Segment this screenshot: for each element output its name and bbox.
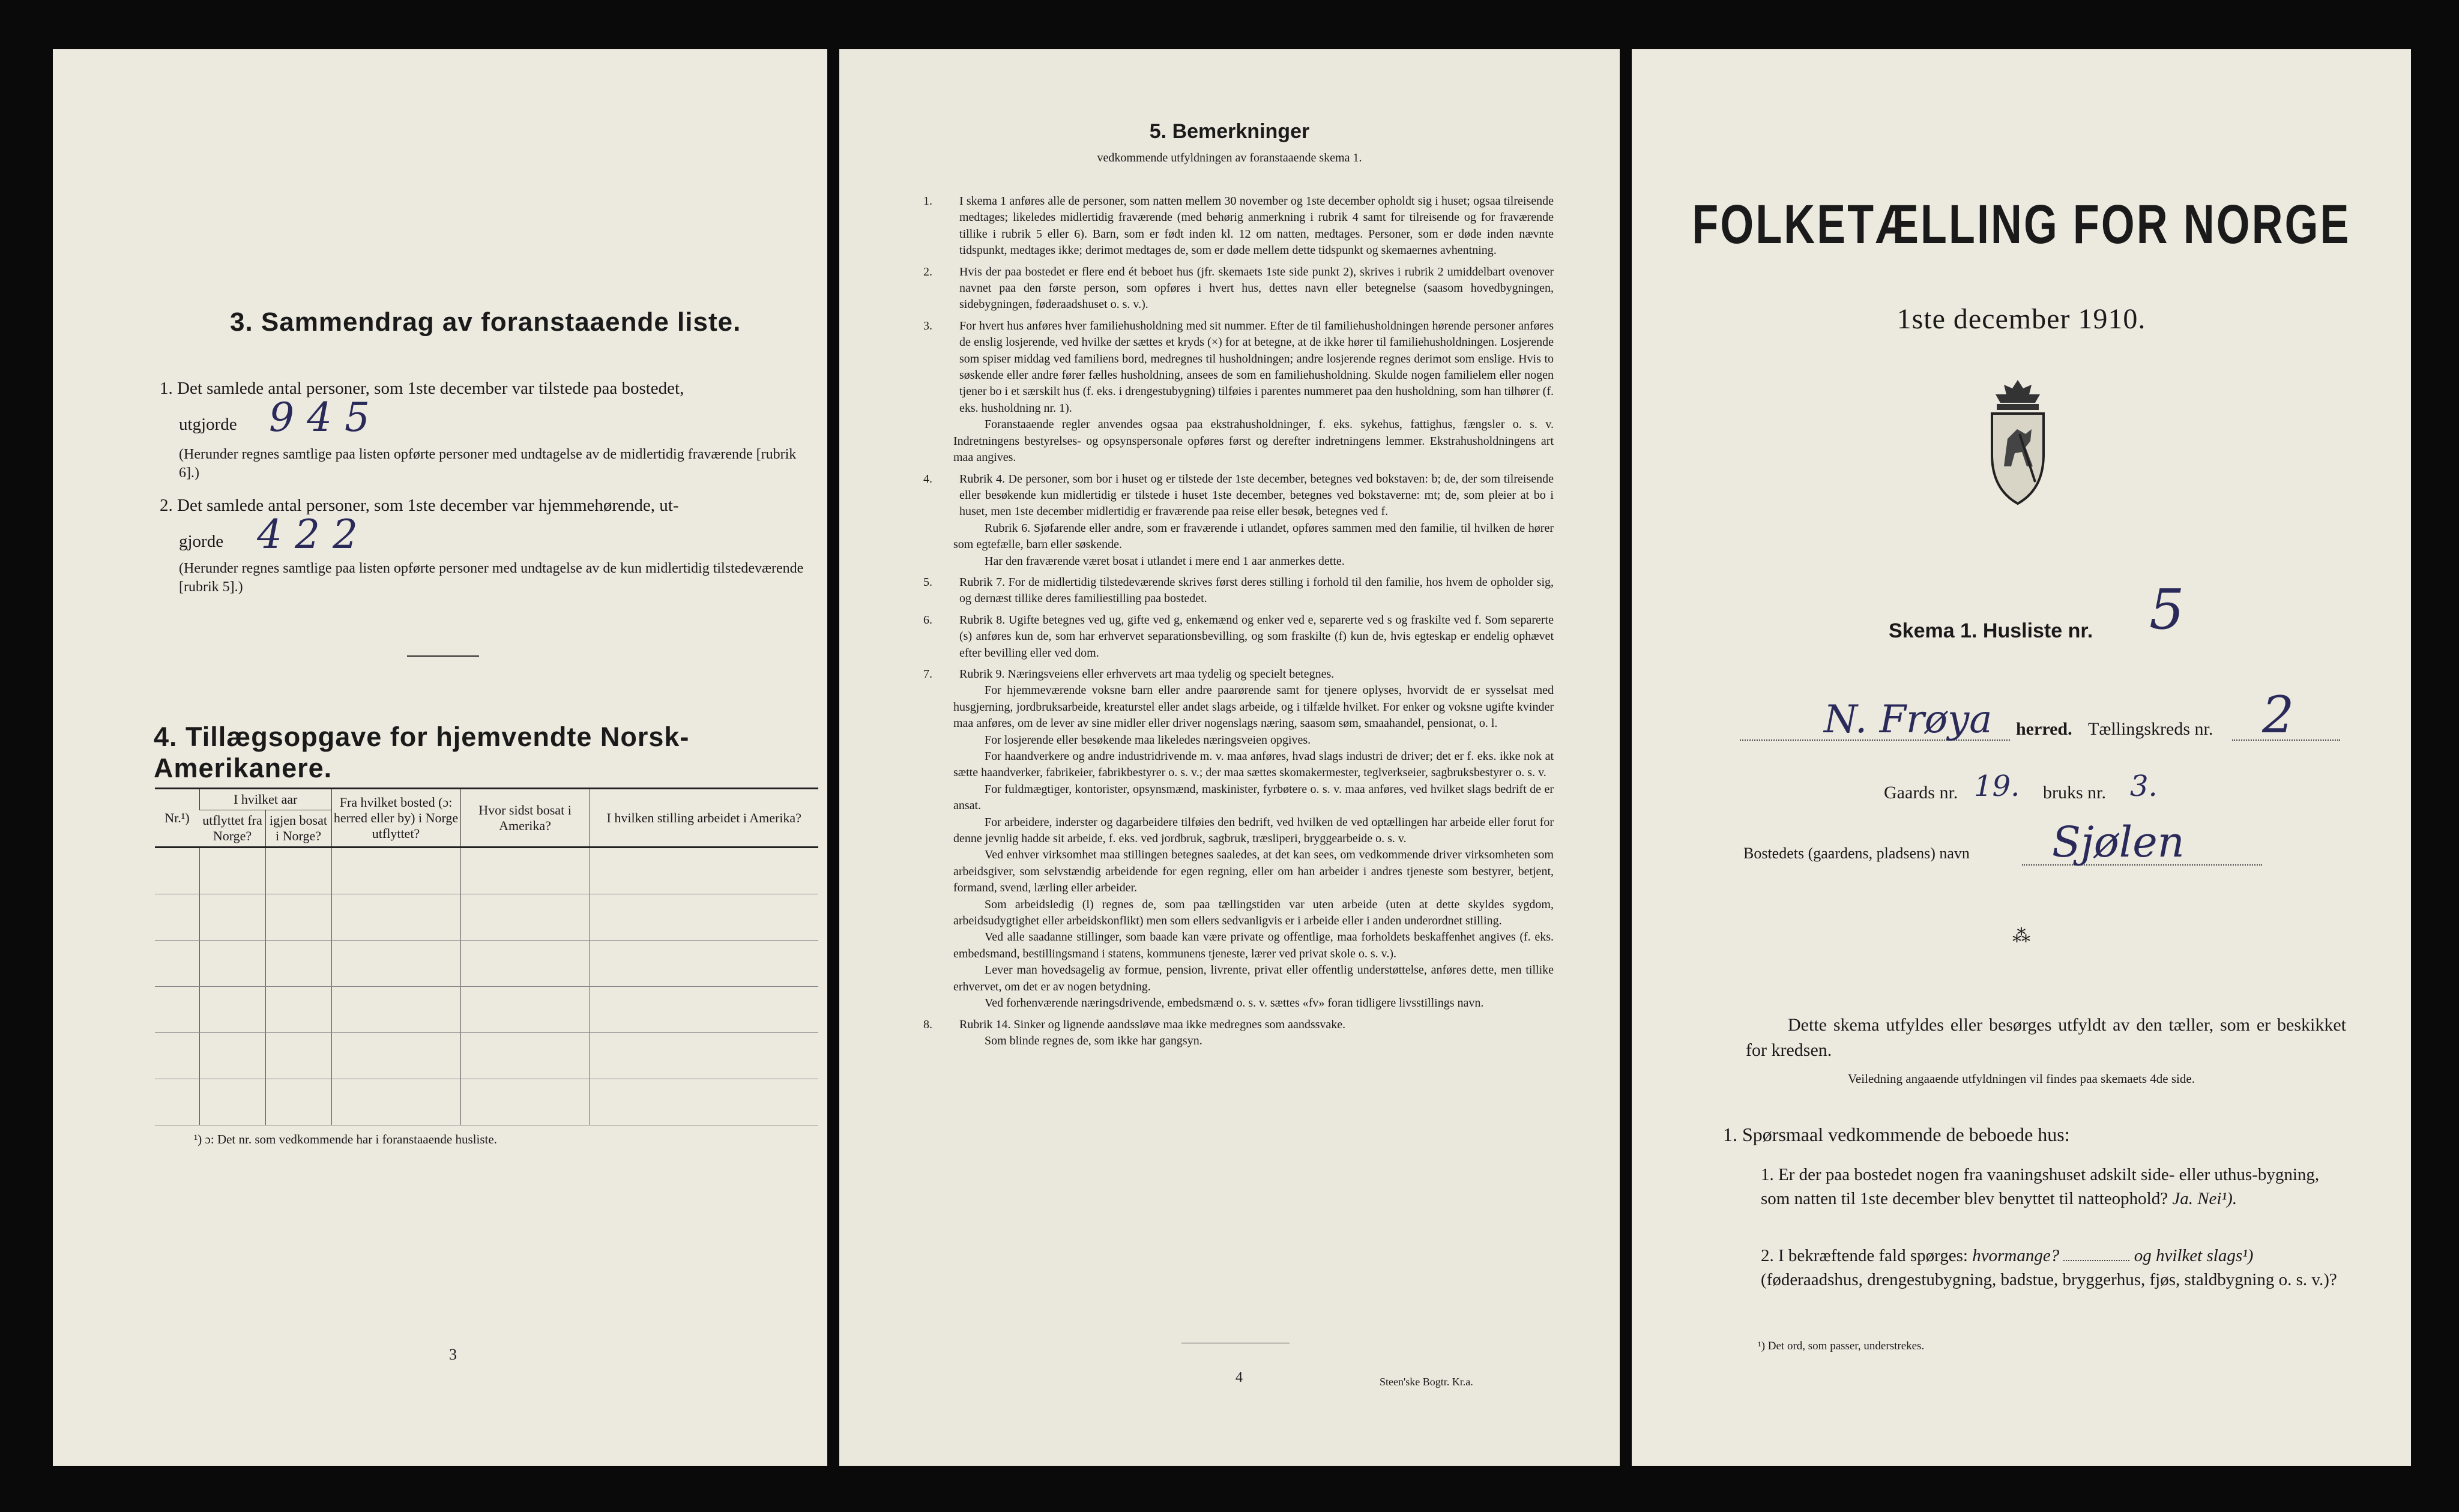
item-1-value: 9 4 5 [269, 394, 370, 441]
table-row [155, 1033, 818, 1079]
remark-number: 1. [923, 194, 932, 208]
remark-paragraph [923, 471, 1554, 520]
remark-paragraph [923, 1017, 1554, 1033]
remark-text: I skema 1 anføres alle de personer, som natten mellem 30 november og 1ste december opholdt sig i huset; ogsaa tilreisende medtages; likeledes midlertidig fraværende (med behørig anmerkning i rubrik 4 samt for tilreisende og for fraværende tillike i rubrik 5 eller 6). Barn, som er født inden kl. 12 om natten, medtages. Personer, som er døde inden nævnte tidspunkt, medtages ikke; derimot medtages de, som er døde mellem dette tidspunkt og skemaernes avhentning. [959, 194, 1554, 258]
remark-paragraph [923, 318, 1554, 417]
page-4 [839, 49, 1620, 1466]
remarks-title: 5. Bemerkninger [1149, 120, 1310, 143]
bruks-number: 3. [2130, 770, 2158, 803]
item-1-label: utgjorde [179, 415, 237, 434]
remark-number: 3. [923, 319, 932, 333]
question-1-1-text: 1. Er der paa bostedet nogen fra vaaningshuset adskilt side- eller uthus-bygning, som natten til 1ste december blev benyttet til natteophold? [1761, 1165, 2320, 1208]
remark-text: Har den fraværende været bosat i utlandet i mere end 1 aar anmerkes dette. [985, 554, 1345, 568]
remark-paragraph [953, 1033, 1554, 1049]
item-2-label: gjorde [179, 532, 224, 551]
remark-paragraph [953, 782, 1554, 815]
hvormange-field[interactable] [2063, 1260, 2129, 1261]
page-1-footnote: ¹) Det ord, som passer, understrekes. [1758, 1340, 1925, 1352]
ornament: ⁂ [2012, 926, 2030, 946]
table-row [155, 848, 818, 894]
remark-text: For haandverkere og andre industridrivende m. v. maa anføres, hvad slags industri de driver; det er f. eks. ikke nok at sætte haandverker, fabrikeier, fabrikbestyrer o. s. v.; der maa sættes skomakermester, teglverkseier, sagbruksbestyrer o. s. v. [953, 750, 1554, 780]
remark-text: For hvert hus anføres hver familiehusholdning med sit nummer. Efter de til familiehusholdningen hørende personer anføres de enslig losjerende, ved hvilke der sættes et kryds (×) for at betegne, at de ikke hører til familiehusholdningen. Losjerende som spiser middag ved familiens bord, medregnes til husholdningen; andre losjerende regnes derimot som enslige. Hvis to søskende eller andre fører fælles husholdning, ansees de som en familiehusholdning. Skulde nogen familielem eller nogen tjener bo i et særskilt hus (f. eks. i drengestubygning) tilføies i parentes nummeret paa den husholdning, som han tilhører (f. eks. husholdning nr. 1). [959, 319, 1554, 415]
gaards-number: 19. [1974, 770, 2020, 803]
intro-text: Dette skema utfyldes eller besørges utfyldt av den tæller, som er beskikket for kredsen. [1746, 1015, 2346, 1060]
remark-text: For hjemmeværende voksne barn eller andre paarørende samt for tjenere oplyses, hvorvidt de er sysselsat med husgjerning, jordbruksarbeide, kreaturstel eller andet slags arbeide, og i tilfælde hvilket. For enker og voksne ugifte kvinder maa anføres, om de lever av sine midler eller driver nogenslags næring, saasom søm, smaahandel, pensionat, o. l. [953, 684, 1554, 730]
remark-text: Som arbeidsledig (l) regnes de, som paa tællingstiden var uten arbeide (uten at dette skyldes sygdom, arbeidsudygtighet eller arbeidskonflikt) men som ellers sedvanligvis er i arbeide eller i anden underordnet stilling. [953, 897, 1554, 928]
remark-paragraph [953, 847, 1554, 896]
page-number: 3 [449, 1346, 457, 1363]
remark-text: Rubrik 9. Næringsveiens eller erhvervets art maa tydelig og specielt betegnes. [959, 667, 1335, 681]
item-1-line: 1. Det samlede antal personer, som 1ste december var tilstede paa bostedet, [160, 379, 684, 398]
remark-paragraph [953, 732, 1554, 748]
main-title: FOLKETÆLLING FOR NORGE [1692, 194, 2351, 255]
remark-paragraph [953, 682, 1554, 732]
remark-number: 7. [923, 667, 932, 681]
bosted-label: Bostedets (gaardens, pladsens) navn [1743, 845, 1970, 862]
item-2-line: 2. Det samlede antal personer, som 1ste december var hjemmehørende, ut- [160, 496, 679, 515]
table-footnote: ¹) ɔ: Det nr. som vedkommende har i foranstaaende husliste. [194, 1132, 497, 1146]
remark-text: Ved enhver virksomhet maa stillingen betegnes saaledes, at det kan sees, om vedkommende driver virksomheten som arbeidsgiver, som selvstændig arbeidende for egen regning, eller om han arbeider i andres tjeneste som bestyrer, betjent, formand, svend, lærling eller arbeider. [953, 848, 1554, 895]
kreds-number: 2 [2262, 685, 2295, 744]
remark-paragraph [953, 815, 1554, 848]
question-1-2-text: 2. I bekræftende fald spørges: [1761, 1246, 1968, 1265]
remark-text: Hvis der paa bostedet er flere end ét beboet hus (jfr. skemaets 1ste side punkt 2), skrives i rubrik 2 umiddelbart ovenover navnet paa den første person, som opføres i hvert hus, dettes navn eller betegnelse (saasom hovedbygningen, sidebygningen, føderaadshuset o. s. v.). [959, 265, 1554, 312]
remark-text: For arbeidere, inderster og dagarbeidere tilføies den bedrift, ved hvilken de ved optællingen har arbeide eller forut for denne jevnlig hadde sit arbeide, f. eks. ved jordbruk, sagbruk, træsliperi, bryggearbeide o. s. v. [953, 815, 1554, 846]
printer-imprint: Steen'ske Bogtr. Kr.a. [1380, 1376, 1473, 1388]
remark-number: 5. [923, 575, 932, 589]
remark-paragraph [953, 995, 1554, 1011]
remark-text: Ved forhenværende næringsdrivende, embedsmænd o. s. v. sættes «fv» foran tidligere livsstillings navn. [985, 996, 1484, 1010]
table-row [155, 987, 818, 1033]
question-1-1-answer[interactable]: Ja. Nei¹). [2172, 1189, 2237, 1208]
remark-paragraph [953, 520, 1554, 553]
remarks-subtitle: vedkommende utfyldningen av foranstaaende skema 1. [1097, 151, 1362, 164]
hvormange-label: hvormange? [1972, 1246, 2060, 1265]
herred-label: herred. [2016, 719, 2072, 739]
bruks-label: bruks nr. [2043, 783, 2106, 803]
remark-paragraph [923, 574, 1554, 607]
norsk-amerikanere-table [155, 788, 818, 1125]
col-nr: Nr.¹) [155, 789, 200, 848]
remark-paragraph [953, 748, 1554, 782]
remark-number: 8. [923, 1017, 932, 1031]
herred-value: N. Frøya [1824, 697, 1993, 742]
remark-text: Som blinde regnes de, som ikke har gangsyn. [985, 1034, 1202, 1047]
remark-text: Foranstaaende regler anvendes ogsaa paa ekstrahusholdninger, f. eks. sykehus, fattighus, fængsler o. s. v. Indretningens bestyrelses- og opsynspersonale opføres først og derefter indretningens lemmer. Ekstrahusholdningens art maa angives. [953, 418, 1554, 465]
remarks-list [923, 193, 1554, 1049]
remark-text: Lever man hovedsagelig av formue, pension, livrente, privat eller offentlig understøttelse, anføres dette, men tillike erhvervet, om det er av nogen betydning. [953, 963, 1554, 993]
intro-note: Veiledning angaaende utfyldningen vil findes paa skemaets 4de side. [1848, 1071, 2195, 1086]
remark-text: Rubrik 7. For de midlertidig tilstedeværende skrives først deres stilling i forhold til den familie, hos hvem de opholder sig, og dernæst tillike deres familiestilling paa bostedet. [959, 575, 1554, 606]
divider [407, 655, 479, 657]
page-number: 4 [1236, 1370, 1243, 1385]
col-igjen: igjen bosat i Norge? [265, 810, 331, 848]
remark-paragraph [923, 193, 1554, 259]
skema-label: Skema 1. Husliste nr. [1889, 619, 2093, 642]
question-1-2 [1761, 1244, 2337, 1292]
husliste-number: 5 [2149, 577, 2185, 642]
gaards-label: Gaards nr. [1884, 783, 1958, 803]
hvilket-label: og hvilket slags¹) [2134, 1246, 2254, 1265]
remark-text: Rubrik 14. Sinker og lignende aandssløve maa ikke medregnes som aandssvake. [959, 1017, 1346, 1031]
remark-text: Rubrik 8. Ugifte betegnes ved ug, gifte ved g, enkemænd og enker ved e, separerte ved s og fraskilte ved f. Som separerte (s) anføres kun de, som har erhvervet separationsbevilling, og som fraskilte (f) kun de, hvis egteskap er endelig ophævet efter bevilling eller ved dom. [959, 613, 1554, 660]
table-row [155, 1079, 818, 1125]
page-1 [1632, 49, 2411, 1466]
remark-text: Rubrik 4. De personer, som bor i huset og er tilstede der 1ste december, betegnes ved bokstaven: b; de, der som tilreisende eller besøkende kun midlertidig er tilstede i huset 1ste december, betegnes ved bokstaverne: mt; de, som pleier at bo i huset, men 1ste december midlertidig er fraværende paa reise eller besøk, betegnes ved f. [959, 472, 1554, 519]
remark-text: For fuldmægtiger, kontorister, opsynsmænd, maskinister, fyrbøtere o. s. v. maa anføres, ved hvilket slags bedrift de er ansat. [953, 782, 1554, 813]
remark-paragraph [923, 666, 1554, 682]
remark-paragraph [923, 264, 1554, 313]
col-aar-group: I hvilket aar [200, 789, 332, 810]
col-stilling: I hvilken stilling arbeidet i Amerika? [590, 789, 818, 848]
remark-paragraph [953, 417, 1554, 466]
table-row [155, 941, 818, 987]
table-row [155, 894, 818, 941]
census-date: 1ste december 1910. [1896, 303, 2146, 335]
remark-paragraph [923, 612, 1554, 661]
remark-number: 4. [923, 472, 932, 486]
question-1-title: 1. Spørsmaal vedkommende de beboede hus: [1723, 1124, 2070, 1145]
remark-paragraph [953, 897, 1554, 930]
kreds-label: Tællingskreds nr. [2088, 719, 2213, 739]
remark-paragraph [953, 553, 1554, 570]
section-3-title: 3. Sammendrag av foranstaaende liste. [230, 307, 741, 337]
remark-text: For losjerende eller besøkende maa likeledes næringsveien opgives. [985, 733, 1311, 747]
item-2-note: (Herunder regnes samtlige paa listen opførte personer med undtagelse av de kun midlertidig tilstedeværende [rubrik 5].) [179, 561, 804, 595]
remark-number: 2. [923, 265, 932, 279]
bosted-value: Sjølen [2052, 818, 2185, 867]
item-1-note: (Herunder regnes samtlige paa listen opførte personer med undtagelse av de midlertidig fraværende [rubrik 6].) [179, 447, 797, 481]
item-2-value: 4 2 2 [257, 511, 358, 558]
page-3 [53, 49, 827, 1466]
remark-number: 6. [923, 613, 932, 627]
col-utflyttet: utflyttet fra Norge? [200, 810, 266, 848]
col-fra-bosted: Fra hvilket bosted (ɔ: herred eller by) i Norge utflyttet? [331, 789, 460, 848]
question-1-2-list: (føderaadshus, drengestubygning, badstue, bryggerhus, fjøs, staldbygning o. s. v.)? [1761, 1270, 2337, 1289]
remark-text: Ved alle saadanne stillinger, som baade kan være private og offentlige, maa forholdets beskaffenhet angives (f. eks. embedsmand, bestillingsmand i statens, kommunens tjeneste, lærer ved privat skole o. s. v.). [953, 930, 1554, 960]
question-1-1 [1761, 1163, 2337, 1211]
remark-paragraph [953, 929, 1554, 962]
remark-paragraph [953, 962, 1554, 995]
coat-of-arms-icon [1984, 376, 2052, 508]
col-sidst-bosat: Hvor sidst bosat i Amerika? [460, 789, 590, 848]
remark-text: Rubrik 6. Sjøfarende eller andre, som er fraværende i utlandet, opføres sammen med den familie, til hvilken de hører som egtefælle, barn eller søskende. [953, 521, 1554, 552]
section-4-title: 4. Tillægsopgave for hjemvendte Norsk-Amerikanere. [154, 721, 690, 783]
